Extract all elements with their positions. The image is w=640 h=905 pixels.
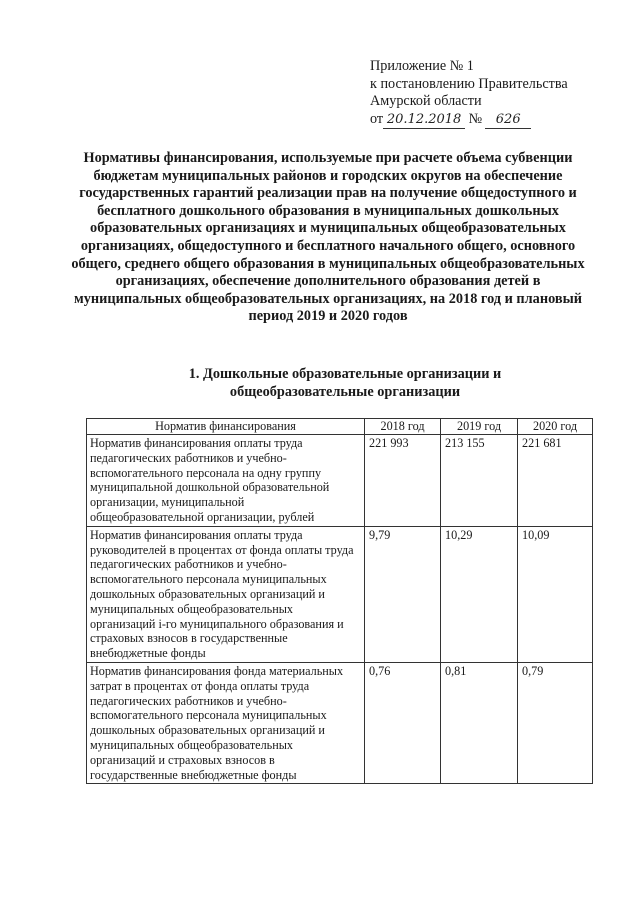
header-2018: 2018 год xyxy=(365,419,441,435)
section-title: 1. Дошкольные образовательные организации и общеобразовательные организации xyxy=(188,366,502,400)
value-2020: 0,79 xyxy=(518,662,593,783)
from-label: от xyxy=(370,110,384,127)
header-norm: Норматив финансирования xyxy=(87,419,365,435)
table-row xyxy=(87,662,593,783)
value-2020: 221 681 xyxy=(518,435,593,527)
handwritten-number: 626 xyxy=(485,111,531,130)
number-label: № xyxy=(468,110,483,127)
appendix-title: Приложение № 1 xyxy=(370,58,474,74)
value-2020: 10,09 xyxy=(518,526,593,662)
value-2018: 0,76 xyxy=(365,662,441,783)
table-row xyxy=(87,435,593,527)
header-2019: 2019 год xyxy=(441,419,518,435)
appendix-region: Амурской области xyxy=(370,93,482,109)
value-2019: 10,29 xyxy=(441,526,518,662)
table-header-row xyxy=(87,419,593,435)
appendix-reference: к постановлению Правительства xyxy=(370,75,568,92)
value-2019: 0,81 xyxy=(441,662,518,783)
value-2019: 213 155 xyxy=(441,435,518,527)
value-2018: 9,79 xyxy=(365,526,441,662)
row-label: Норматив финансирования оплаты труда руководителей в процентах от фонда оплаты труда педагогических работников и учебно-вспомогательного персонала муниципальных дошкольных образовательных организаций и муниципальных общеобразовательных организаций i-го муниципального образования и страховых взносов в государственные внебюджетные фонды xyxy=(87,526,365,662)
header-2020: 2020 год xyxy=(518,419,593,435)
financing-norms-table xyxy=(86,418,593,784)
table-row xyxy=(87,526,593,662)
appendix-date-line xyxy=(370,111,630,130)
document-title: Нормативы финансирования, используемые при расчете объема субвенции бюджетам муниципальных районов и городских округов на обеспечение государственных гарантий реализации прав на получение общедоступного и бесплатного дошкольного образования в муниципальных дошкольных образовательных организациях и муниципальных общеобразовательных организациях, общедоступного и бесплатного начального общего, основного общего, среднего общего образования в муниципальных общеобразовательных организациях, обеспечение дополнительного образования детей в муниципальных общеобразовательных организациях, на 2018 год и плановый период 2019 и 2020 годов xyxy=(71,150,585,325)
handwritten-date: 20.12.2018 xyxy=(383,111,465,130)
value-2018: 221 993 xyxy=(365,435,441,527)
appendix-block xyxy=(370,58,630,129)
row-label: Норматив финансирования оплаты труда педагогических работников и учебно-вспомогательного персонала на одну группу муниципальной дошкольной образовательной организации, муниципальной общеобразовательной организации, рублей xyxy=(87,435,365,527)
row-label: Норматив финансирования фонда материальных затрат в процентах от фонда оплаты труда педагогических работников и учебно-вспомогательного персонала муниципальных дошкольных образовательных организаций и муниципальных общеобразовательных организаций и страховых взносов в государственные внебюджетные фонды xyxy=(87,662,365,783)
